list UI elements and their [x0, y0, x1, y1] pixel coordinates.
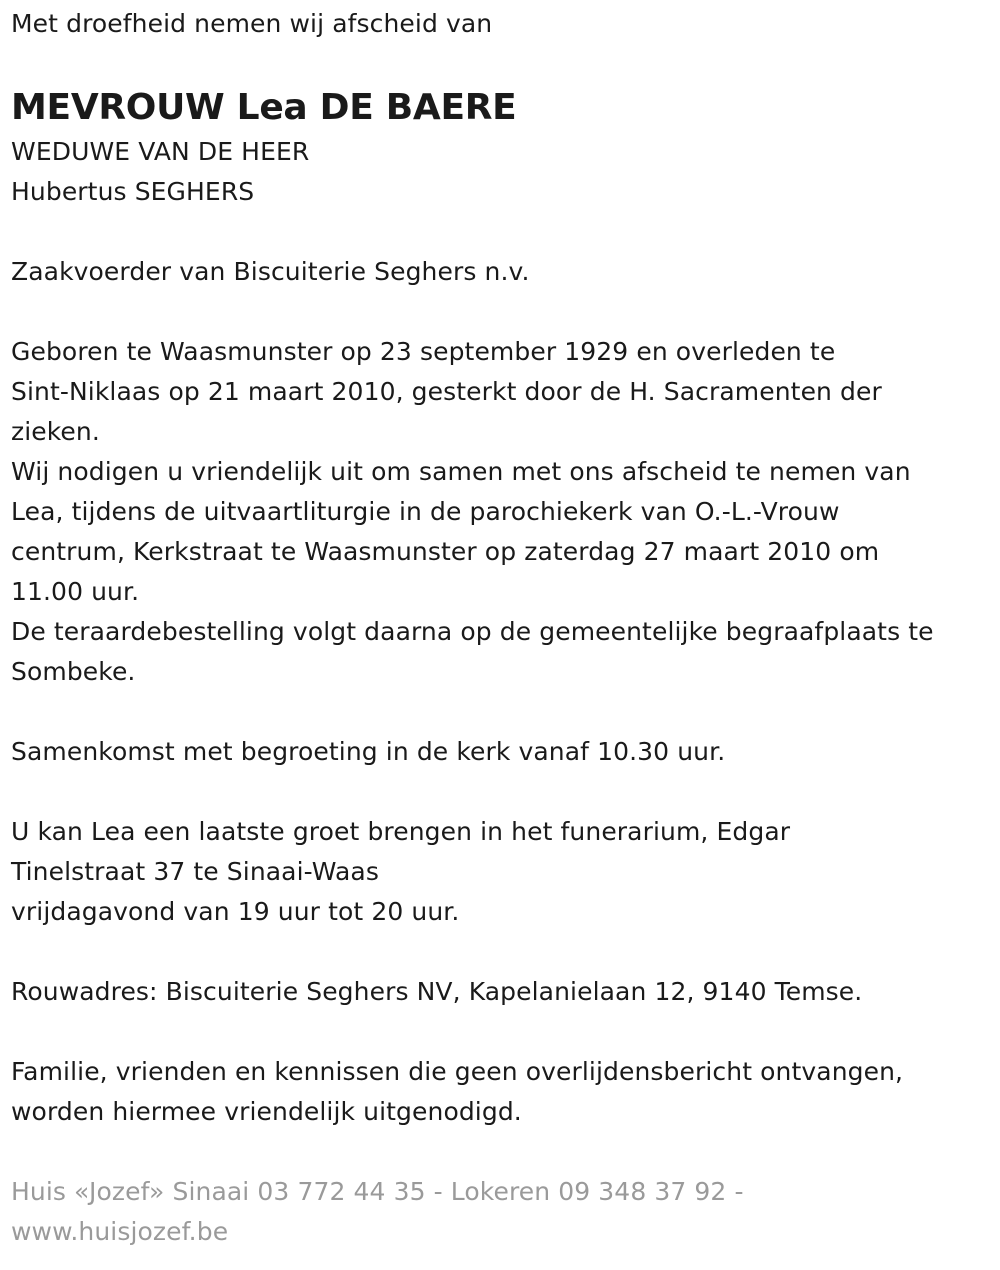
spacer — [11, 1012, 993, 1052]
spacer — [11, 692, 993, 732]
invitation-line: Familie, vrienden en kennissen die geen overlijdensbericht ontvangen, — [11, 1057, 904, 1086]
invitation-line: worden hiermee vriendelijk uitgenodigd. — [11, 1097, 522, 1126]
mourning-address: Rouwadres: Biscuiterie Seghers NV, Kapelanielaan 12, 9140 Temse. — [11, 977, 863, 1006]
spouse-name: Hubertus SEGHERS — [11, 177, 255, 206]
details-line: Wij nodigen u vriendelijk uit om samen met ons afscheid te nemen van — [11, 457, 911, 486]
intro-text: Met droefheid nemen wij afscheid van — [11, 9, 493, 38]
spacer — [11, 1132, 993, 1172]
spacer — [11, 932, 993, 972]
visitation-line: Tinelstraat 37 te Sinaai-Waas — [11, 857, 379, 886]
spacer — [11, 772, 993, 812]
footer-website: www.huisjozef.be — [11, 1217, 229, 1246]
spacer — [11, 292, 993, 332]
death-notice — [11, 4, 993, 1252]
spouse-title: WEDUWE VAN DE HEER — [11, 137, 310, 166]
details-line: zieken. — [11, 417, 100, 446]
funeral-home-footer — [11, 1172, 993, 1252]
details-line: Geboren te Waasmunster op 23 september 1929 en overleden te — [11, 337, 836, 366]
spacer — [11, 212, 993, 252]
details-line: Lea, tijdens de uitvaartliturgie in de parochiekerk van O.-L.-Vrouw — [11, 497, 840, 526]
deceased-name: MEVROUW Lea DE BAERE — [11, 87, 517, 128]
visitation-line: U kan Lea een laatste groet brengen in het funerarium, Edgar — [11, 817, 791, 846]
details-line: 11.00 uur. — [11, 577, 140, 606]
details-line: Sombeke. — [11, 657, 136, 686]
invitation-paragraph — [11, 1052, 993, 1132]
occupation-text: Zaakvoerder van Biscuiterie Seghers n.v. — [11, 257, 530, 286]
footer-contact: Huis «Jozef» Sinaai 03 772 44 35 - Lokeren 09 348 37 92 - — [11, 1177, 744, 1206]
visitation-line: vrijdagavond van 19 uur tot 20 uur. — [11, 897, 460, 926]
visitation-paragraph — [11, 812, 993, 932]
details-line: De teraardebestelling volgt daarna op de gemeentelijke begraafplaats te — [11, 617, 934, 646]
details-line: Sint-Niklaas op 21 maart 2010, gesterkt door de H. Sacramenten der — [11, 377, 882, 406]
details-paragraph — [11, 332, 993, 692]
gathering-text: Samenkomst met begroeting in de kerk vanaf 10.30 uur. — [11, 737, 726, 766]
details-line: centrum, Kerkstraat te Waasmunster op zaterdag 27 maart 2010 om — [11, 537, 880, 566]
